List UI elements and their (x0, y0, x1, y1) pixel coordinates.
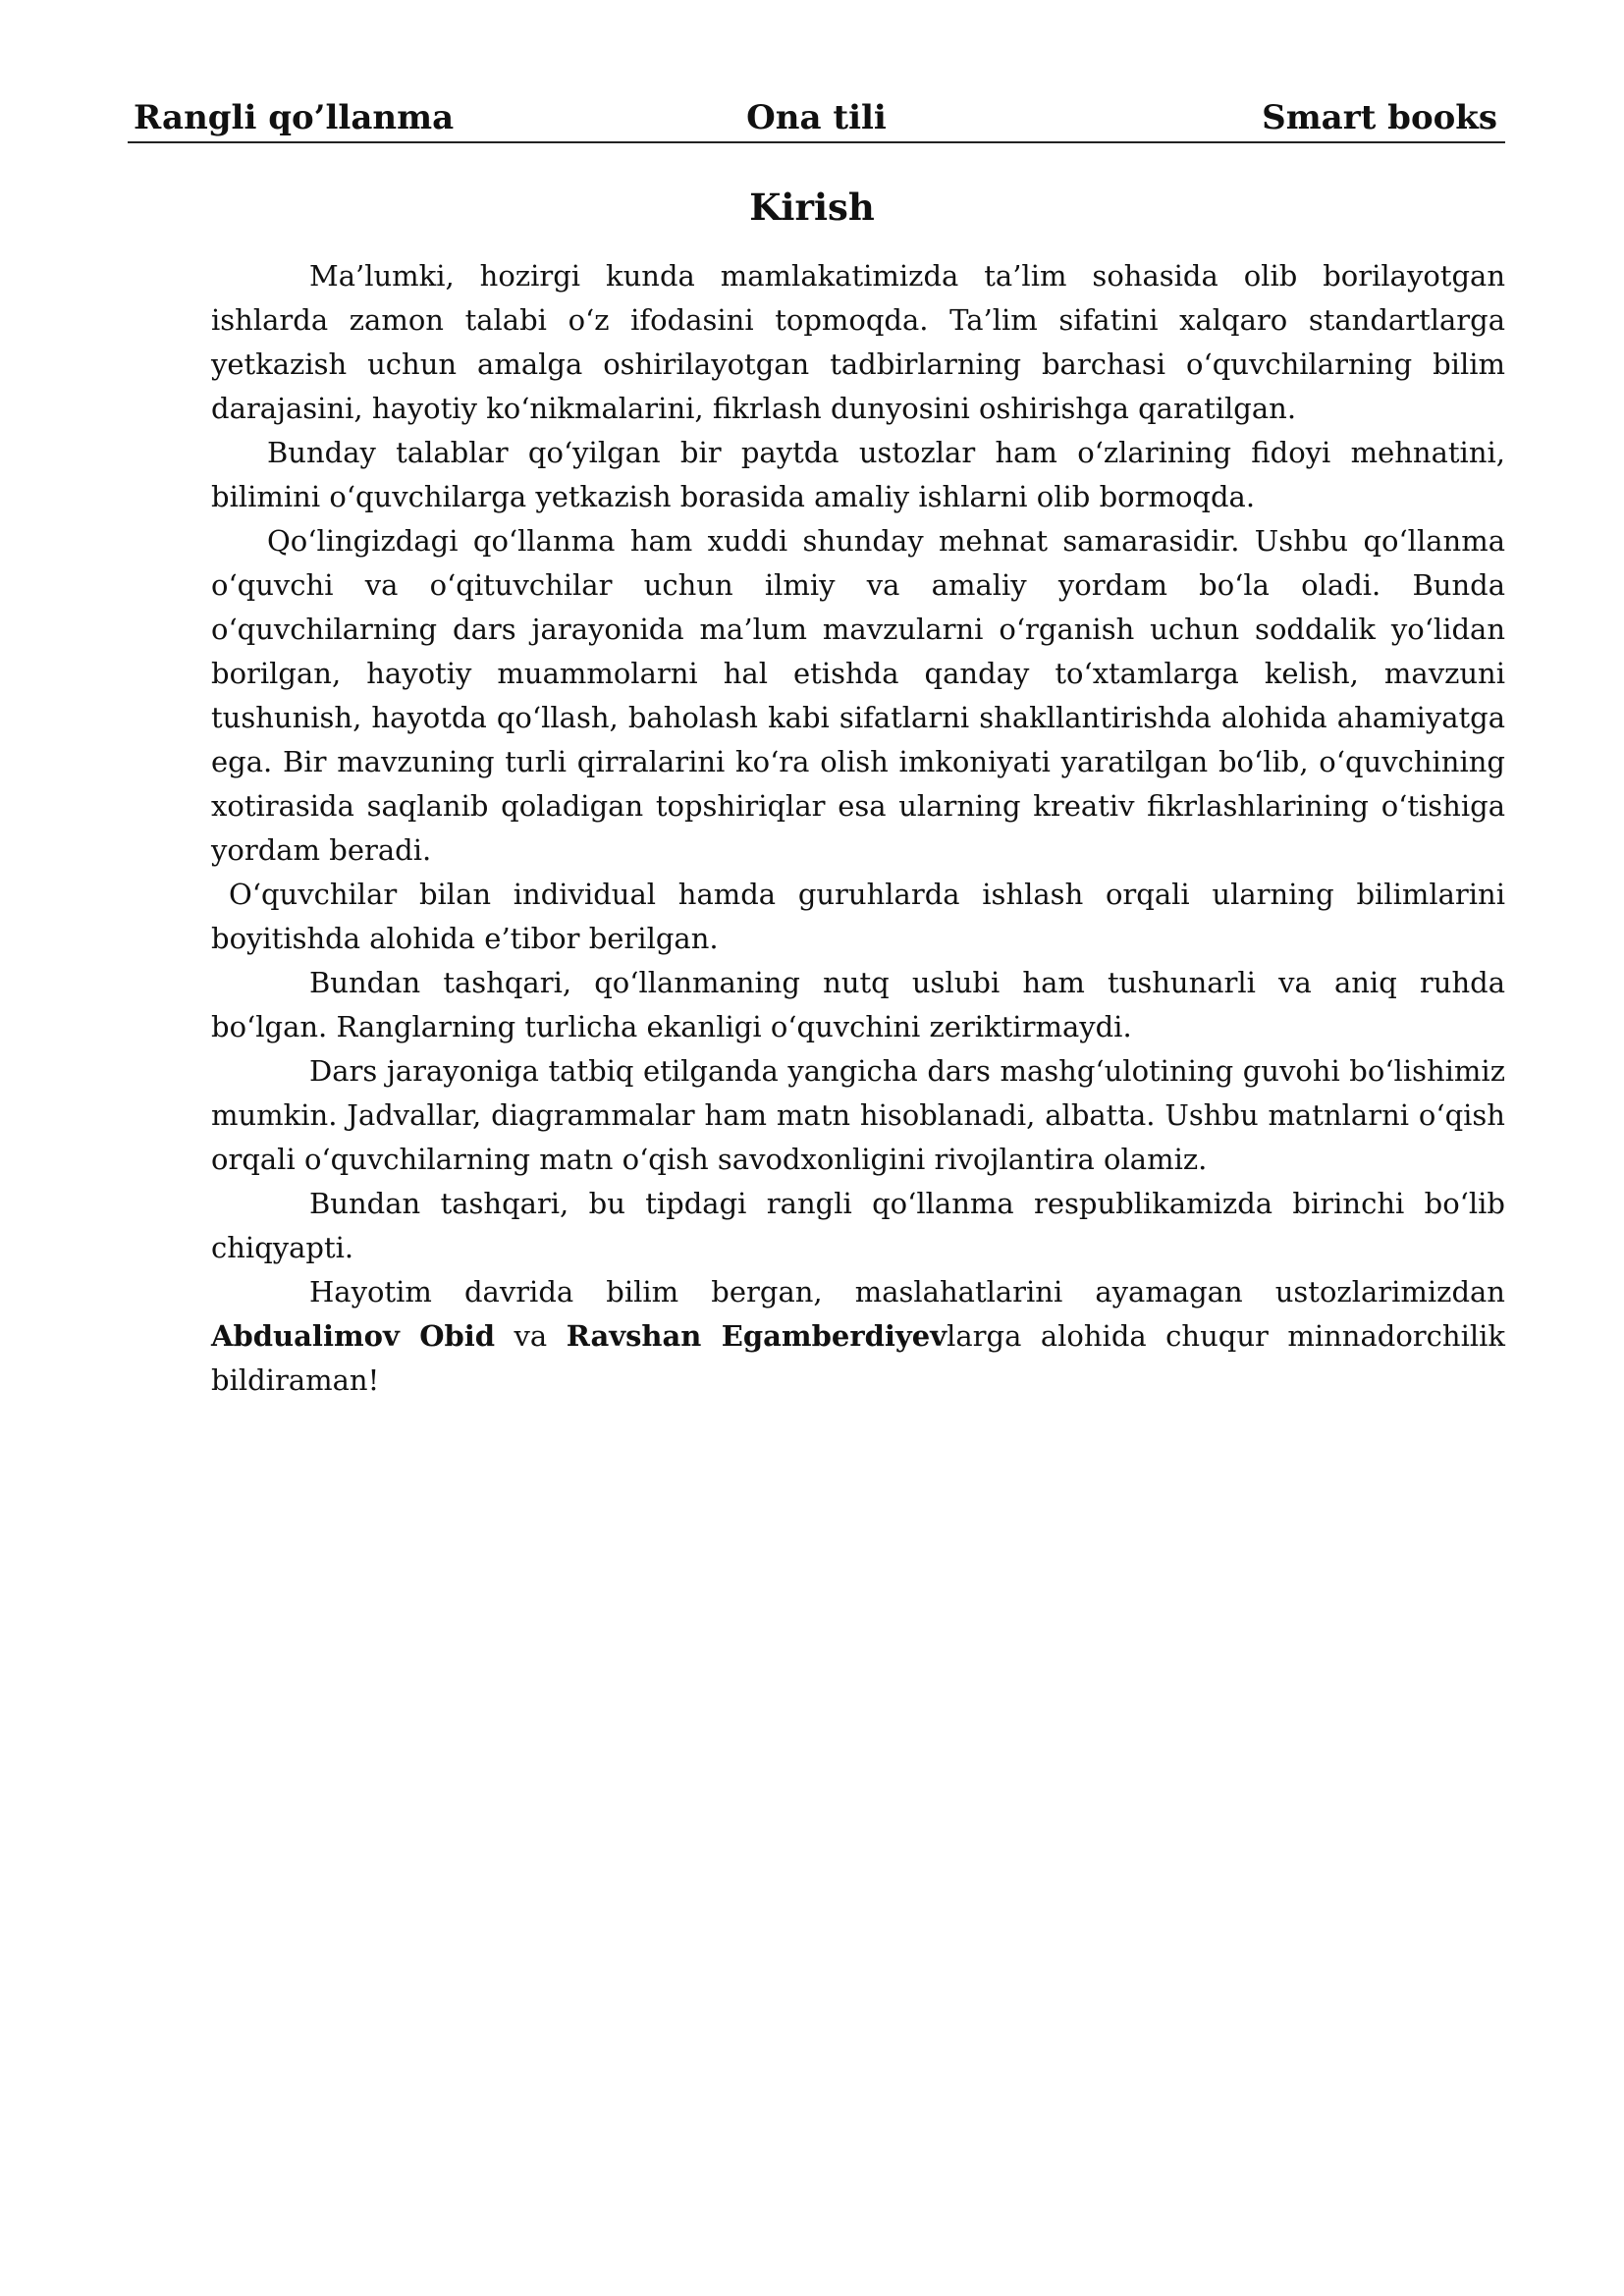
mentor-name-1: Abdualimov Obid (211, 1319, 496, 1353)
paragraph-1: Ma’lumki, hozirgi kunda mamlakatimizda ta’lim sohasida olib borilayotgan ishlarda zamon talabi o‘z ifodasini topmoqda. Ta’lim sifatini xalqaro standartlarga yetkazish uchun amalga oshirilayotgan tadbirlarning barchasi o‘quvchilarning bilim darajasini, hayotiy ko‘nikmalarini, fikrlash dunyosini oshirishga qaratilgan. (211, 259, 1505, 425)
header-publisher: Smart books (1262, 98, 1497, 137)
page-title: Kirish (749, 186, 875, 229)
paragraph-6: Dars jarayoniga tatbiq etilganda yangicha dars mashg‘ulotining guvohi bo‘lishimiz mumkin. Jadvallar, diagrammalar ham matn hisoblanadi, albatta. Ushbu matnlarni o‘qish orqali o‘quvchilarning matn o‘qish savodxonligini rivojlantira olamiz. (211, 1054, 1505, 1176)
paragraph-4: O‘quvchilar bilan individual hamda guruhlarda ishlash orqali ularning bilimlarini boyitishda alohida e’tibor berilgan. (211, 878, 1505, 955)
header-subject: Ona tili (746, 98, 887, 137)
acknowledgement-paragraph (211, 1270, 1505, 1403)
paragraph-3: Qo‘lingizdagi qo‘llanma ham xuddi shunday mehnat samarasidir. Ushbu qo‘llanma o‘quvchi va o‘qituvchilar uchun ilmiy va amaliy yordam bo‘la oladi. Bunda o‘quvchilarning dars jarayonida ma’lum mavzularni o‘rganish uchun soddalik yo‘lidan borilgan, hayotiy muammolarni hal etishda qanday to‘xtamlarga kelish, mavzuni tushunish, hayotda qo‘llash, baholash kabi sifatlarni shakllantirishda alohida ahamiyatga ega. Bir mavzuning turli qirralarini ko‘ra olish imkoniyati yaratilgan bo‘lib, o‘quvchining xotirasida saqlanib qoladigan topshiriqlar esa ularning kreativ fikrlashlarining o‘tishiga yordam beradi. (211, 524, 1505, 867)
acknowledgement-intro: Hayotim davrida bilim bergan, maslahatlarini ayamagan ustozlarimizdan (309, 1275, 1505, 1308)
header-book-type: Rangli qo’llanma (134, 98, 455, 137)
mentor-name-2: Ravshan Egamberdiyev (566, 1319, 947, 1353)
paragraph-7: Bundan tashqari, bu tipdagi rangli qo‘llanma respublikamizda birinchi bo‘lib chiqyapti. (211, 1187, 1505, 1264)
acknowledgement-outro: larga alohida chuqur minnadorchilik bildiraman! (211, 1319, 1505, 1397)
page-header (128, 96, 1505, 143)
document-body (211, 254, 1505, 1403)
paragraph-2: Bunday talablar qo‘yilgan bir paytda ustozlar ham o‘zlarining fidoyi mehnatini, bilimini o‘quvchilarga yetkazish borasida amaliy ishlarni olib bormoqda. (211, 436, 1505, 513)
acknowledgement-conjunction: va (495, 1319, 567, 1353)
paragraph-5: Bundan tashqari, qo‘llanmaning nutq uslubi ham tushunarli va aniq ruhda bo‘lgan. Ranglarning turlicha ekanligi o‘quvchini zeriktirmaydi. (211, 966, 1505, 1043)
